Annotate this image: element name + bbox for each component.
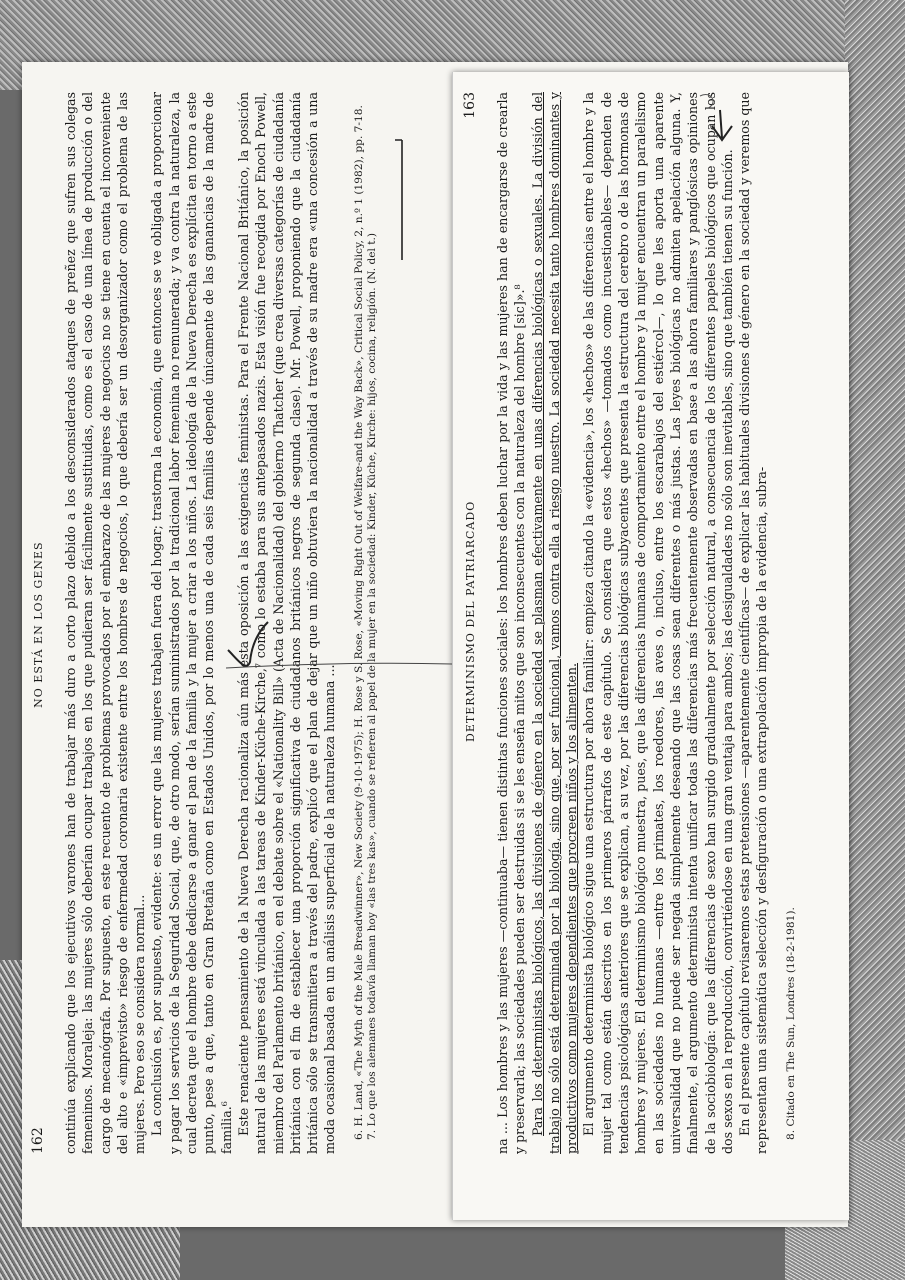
left-page-number: 162 (30, 1127, 46, 1154)
footnote-8: 8. Citado en The Sun, Londres (18-2-1981). (784, 907, 797, 1140)
right-running-head (462, 92, 484, 1154)
footnote-7: 7. Lo que los alemanes todavía llaman hoy «las tres kas», cuando se refieren al papel de la mujer en la sociedad: Kinder, Küche, Kirche: hijos, cocina, religión. (N. del t.) (366, 232, 379, 1140)
right-paragraph-4: En el presente capítulo revisaremos estas pretensiones —aparentemente científicas— de explicar las habituales divisiones de género en la sociedad y veremos que representan una sistemática selección y desfiguración o una extrapolación impropia de la evidencia, subra- (737, 92, 770, 1154)
right-page (462, 58, 852, 1178)
left-paragraph-2: La conclusión es, por supuesto, evidente: es un error que las mujeres trabajen fuera del hogar; trastorna la economía, que entonces se ve obligada a proporcionar y pagar los servicios de la Seguridad Social, que, de otro modo, serían suministrados por la tradicional labor femenina no remunerada; y va contra la naturaleza, la cual decreta que el hombre debe dedicarse a ganar el pan de la familia y la mujer a criar a los niños. La ideología de la Nueva Derecha es explícita en torno a este punto, pese a que, tanto en Gran Bretaña como en Estados Unidos, por lo menos una de cada seis familias depende únicamente de las ganancias de la madre de familia.⁶ (149, 92, 234, 1154)
right-footnotes (785, 92, 799, 1154)
left-paragraph-3: Este renaciente pensamiento de la Nueva Derecha racionaliza aún más esta oposición a las exigencias feministas. Para el Frente Nacional Británico, la posición natural de las mujeres está vinculada a las tareas de Kinder-Küche-Kirche,⁷ como lo estaba para sus antepasados nazis. Esta visión fue recogida por Enoch Powell, miembro del Parlamento británico, en el debate sobre el «Nationality Bill» (Acta de Nacionalidad) del gobierno Thatcher (que crea diversas categorías de ciudadanía británica con el fin de establecer una proporción significativa de ciudadanos británicos negros de segunda clase). Mr. Powell, proponiendo que la ciudadanía británica sólo se transmitiera a través del padre, explicó que el plan de dejar que un niño obtuviera la nacionalidad a través de su madre era «una concesión a una moda ocasional basada en un análisis superficial de la naturaleza humana ... (235, 92, 338, 1154)
left-page-body (62, 92, 339, 1154)
right-page-number: 163 (462, 92, 478, 119)
left-running-head (30, 92, 52, 1154)
right-paragraph-3: El argumento determinista biológico sigue una estructura por ahora familiar: empieza citando la «evidencia», los «hechos» de las diferencias entre el hombre y la mujer tal como están descritos en los primeros párrafos de este capítulo. Se considera que estos «hechos» —tomados como incuestionables— dependen de tendencias psicológicas anteriores que se explican, a su vez, por las diferencias biológicas subyacentes que presenta la estructura del cerebro o de las hormonas de hombres y mujeres. El determinismo biológico muestra, pues, que las diferencias humanas de comportamiento entre el hombre y la mujer encuentran un paralelismo en las sociedades no humanas —entre los primates, los roedores, las aves o, incluso, entre los escarabajos del estiércol—, lo que les aporta una aparente universalidad que no puede ser negada simplemente deseando que las cosas sean diferentes o más justas. Las leyes biológicas no admiten apelación alguna. Y, finalmente, el argumento determinista intenta unificar todas las diferencias más frecuentemente observadas en base a las ahora familiares y panglósicas opiniones de la sociobiología: que las diferencias de sexo han surgido gradualmente por selección natural, a consecuencia de los diferentes papeles biológicos que ocupan los dos sexos en la reproducción, convirtiéndose en una gran ventaja para ambos; las desigualdades no sólo son inevitables, sino que también tienen su función. (581, 92, 735, 1154)
footnote-6: 6. H. Land, «The Myth of the Male Breadwinner», New Society (9-10-1975); H. Rose y S. Rose, «Moving Right Out of Welfare-and the Way Back», Critical Social Policy, 2, n.º 1 (1982), pp. 7-18. (352, 105, 365, 1140)
right-paragraph-2: Para los deterministas biológicos, las divisiones de género en la sociedad se plasman efectivamente en unas diferencias biológicas o sexuales. La división del trabajo no sólo está determinada por la biología, sino que, por ser funcional, vamos contra ella a riesgo nuestro. La sociedad necesita tanto hombres dominantes y productivos como mujeres dependientes que procreen niños y los alimenten. (529, 92, 580, 1154)
left-running-title: NO ESTÁ EN LOS GENES (32, 541, 45, 708)
right-running-title: DETERMINISMO DEL PATRIARCADO (464, 500, 477, 742)
left-paragraph-1: continúa explicando que los ejecutivos varones han de trabajar más duro a corto plazo debido a los desconsiderados ataques de preñez que sufren sus colegas femeninos. Moraleja: las mujeres sólo deberían ocupar trabajos en los que pudieran ser fácilmente sustituidas, como es el caso de una línea de producción o del cargo de mecanógrafa. Por supuesto, en este recuento de problemas provocados por el embarazo de las mujeres de negocios no se tiene en cuenta el inconveniente del alto e «imprevisto» riesgo de enfermedad coronaria existente entre los hombres de negocios, lo que debería ser un desorganizador como el problema de las mujeres. Pero eso se considera normal... (63, 92, 148, 1154)
scan-noise-right (845, 0, 905, 1280)
right-paragraph-1: na ... Los hombres y las mujeres —continuaba— tienen distintas funciones sociales: los hombres deben luchar por la vida y las mujeres han de encargarse de crearla y preservarla; las sociedades pueden ser destruidas si se les enseña mitos que son inconsecuentes con la naturaleza del hombre [sic]».⁸ (495, 92, 528, 1154)
left-footnotes (353, 92, 380, 1154)
right-page-body (494, 92, 771, 1154)
left-page (30, 58, 420, 1178)
